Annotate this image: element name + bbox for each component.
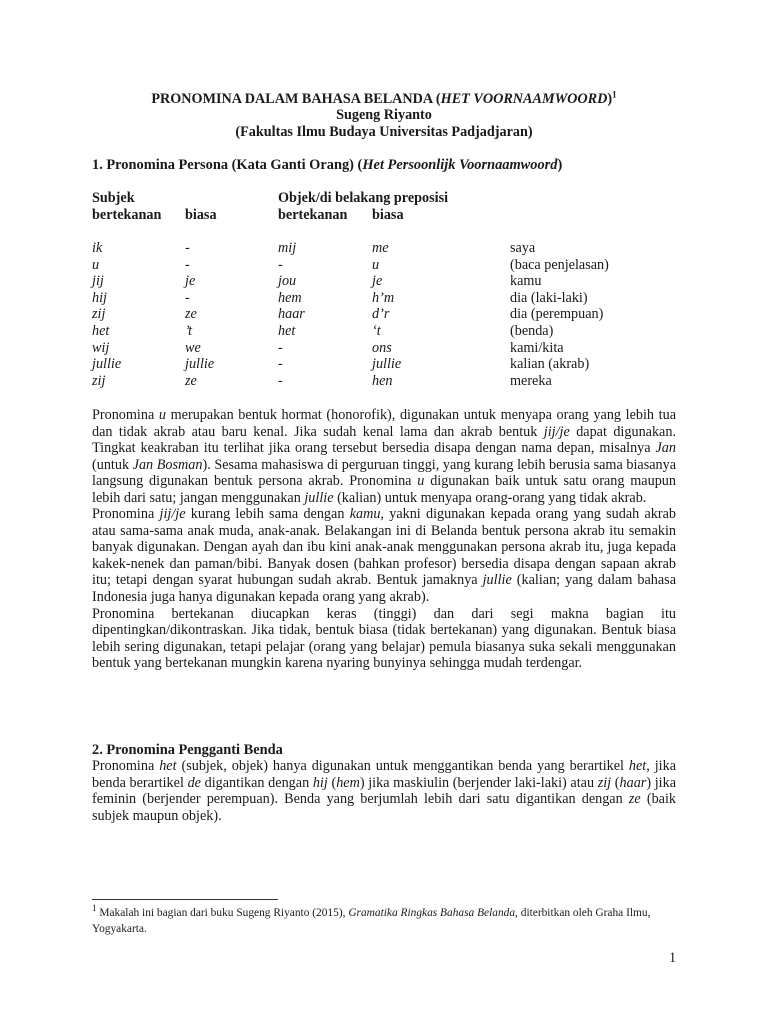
- author-affiliation: (Fakultas Ilmu Budaya Universitas Padjadjaran): [235, 124, 533, 140]
- paragraph-3: Pronomina bertekanan diucapkan keras (tinggi) dan dari segi makna bagian itu dipentingkan/dikontraskan. Jika tidak, bentuk biasa (tidak bertekanan) yang digunakan. Bentuk biasa lebih sering digunakan, tetapi pelajar (orang yang belajar) pemula biasanya suka sekali menggunakan bentuk yang bertekanan mungkin karena nyaring bunyinya sehingga mudah terdengar.: [92, 605, 676, 672]
- cell-object-plain: jullie: [372, 356, 402, 373]
- title-footnote-mark: 1: [612, 89, 617, 100]
- cell-subject-stressed: ik: [92, 240, 103, 256]
- cell-object-stressed: -: [278, 372, 283, 389]
- table-subheader-plain: biasa: [372, 207, 404, 223]
- cell-object-plain: ‘t: [372, 323, 381, 339]
- section-1-heading-text: 1. Pronomina Persona (Kata Ganti Orang) (: [92, 157, 363, 173]
- table-subheader-stressed: bertekanan: [92, 207, 162, 223]
- cell-object-stressed: -: [278, 356, 283, 373]
- footnote: $^1$ Makalah ini bagian dari buku Sugeng Riyanto (2015), Gramatika Ringkas Bahasa Belanda, diterbitkan oleh Graha Ilmu, Yogyakarta.: [92, 903, 651, 935]
- section-2-paragraph: Pronomina het (subjek, objek) hanya digunakan untuk menggantikan benda yang berartikel het, jika benda berartikel de digantikan dengan hij (hem) jika maskiulin (berjender laki-laki) atau zij (haar) jika feminin (berjender perempuan). Benda yang berjumlah lebih dari satu digantikan dengan ze (baik subjek maupun objek).: [92, 758, 677, 824]
- cell-meaning: saya: [510, 240, 536, 256]
- cell-object-stressed: mij: [278, 240, 297, 256]
- cell-meaning: mereka: [510, 372, 552, 389]
- cell-subject-plain: ze: [185, 372, 197, 389]
- cell-subject-plain: jullie: [185, 356, 215, 373]
- cell-subject-stressed: wij: [92, 339, 110, 356]
- section-2-heading: 2. Pronomina Pengganti Benda: [92, 742, 283, 758]
- cell-object-plain: d’r: [372, 306, 390, 323]
- cell-subject-plain: -: [185, 256, 190, 273]
- cell-subject-stressed: zij: [92, 306, 106, 323]
- cell-object-plain: hen: [372, 372, 393, 389]
- section-1-heading-italic: Het Persoonlijk Voornaamwoord: [362, 157, 558, 173]
- table-subheader-plain: biasa: [185, 207, 217, 223]
- paragraph-2: Pronomina jij/je kurang lebih sama dengan kamu, yakni digunakan kepada orang yang sudah akrab atau sama-sama anak muda, anak-anak. Belakangan ini di Belanda bentuk persona akrab itu semakin banyak digunakan. Dengan ayah dan ibu kini anak-anak menggunakan persona akrab itu, juga kepada kakek-nenek dan paman/bibi. Banyak dosen (bahkan profesor) bersedia disapa dengan sapaan akrab itu; tetapi dengan syarat hubungan sudah akrab. Bentuk jamaknya jullie (kalian; yang dalam bahasa Indonesia juga hanya digunakan kepada orang yang akrab).: [92, 506, 677, 606]
- cell-object-plain: u: [372, 256, 380, 273]
- cell-subject-plain: ’t: [185, 323, 193, 339]
- cell-meaning: dia (perempuan): [510, 306, 604, 323]
- cell-subject-stressed: het: [92, 323, 110, 339]
- cell-subject-stressed: zij: [92, 372, 106, 389]
- document-title: [0, 91, 768, 108]
- cell-meaning: dia (laki-laki): [510, 289, 588, 306]
- cell-subject-plain: ze: [185, 306, 197, 323]
- cell-meaning: kalian (akrab): [510, 356, 590, 373]
- cell-object-stressed: het: [278, 323, 296, 339]
- title-text: PRONOMINA DALAM BAHASA BELANDA (: [151, 91, 441, 107]
- cell-subject-plain: je: [185, 273, 196, 290]
- section-1-heading: [92, 157, 562, 174]
- cell-subject-plain: -: [185, 240, 190, 256]
- section-1-heading-close: ): [557, 157, 563, 173]
- cell-object-plain: ons: [372, 339, 392, 356]
- cell-subject-stressed: jij: [92, 273, 104, 290]
- footnote-separator: [92, 899, 278, 900]
- cell-object-stressed: haar: [278, 306, 305, 323]
- table-header-subject: Subjek: [92, 190, 135, 206]
- page-number: 1: [669, 950, 677, 966]
- cell-object-stressed: -: [278, 339, 283, 356]
- cell-object-stressed: jou: [278, 273, 297, 290]
- cell-meaning: kami/kita: [510, 339, 564, 356]
- cell-subject-plain: -: [185, 289, 190, 306]
- cell-subject-plain: we: [185, 339, 201, 356]
- cell-object-stressed: -: [278, 256, 283, 273]
- author-name: Sugeng Riyanto: [336, 107, 432, 123]
- title-close: ): [607, 91, 613, 107]
- cell-meaning: (benda): [510, 323, 554, 339]
- cell-object-plain: h’m: [372, 289, 395, 306]
- cell-meaning: (baca penjelasan): [510, 256, 609, 273]
- cell-subject-stressed: jullie: [92, 356, 122, 373]
- table-header-object: Objek/di belakang preposisi: [278, 190, 449, 206]
- cell-object-plain: me: [372, 240, 389, 256]
- cell-object-plain: je: [372, 273, 383, 290]
- cell-subject-stressed: hij: [92, 289, 107, 306]
- cell-object-stressed: hem: [278, 289, 302, 306]
- cell-meaning: kamu: [510, 273, 542, 290]
- explanation-paragraphs: [92, 407, 676, 672]
- paragraph-1: Pronomina u merupakan bentuk hormat (honorofik), digunakan untuk menyapa orang yang lebih tua dan tidak akrab atau baru kenal. Jika sudah kenal lama dan akrab bentuk jij/je dapat digunakan. Tingkat keakraban itu terlihat jika orang tersebut bersedia disapa dengan nama depan, misalnya Jan (untuk Jan Bosman). Sesama mahasiswa di perguruan tinggi, yang kurang lebih berusia sama biasanya langsung digunakan bentuk persona akrab. Pronomina u digunakan baik untuk satu orang maupun lebih dari satu; jangan menggunakan jullie (kalian) untuk menyapa orang-orang yang tidak akrab.: [92, 407, 677, 506]
- table-subheader-stressed: bertekanan: [278, 207, 348, 223]
- title-italic-text: HET VOORNAAMWOORD: [440, 91, 608, 107]
- cell-subject-stressed: u: [92, 256, 100, 273]
- footnote-mark: 1: [92, 903, 97, 914]
